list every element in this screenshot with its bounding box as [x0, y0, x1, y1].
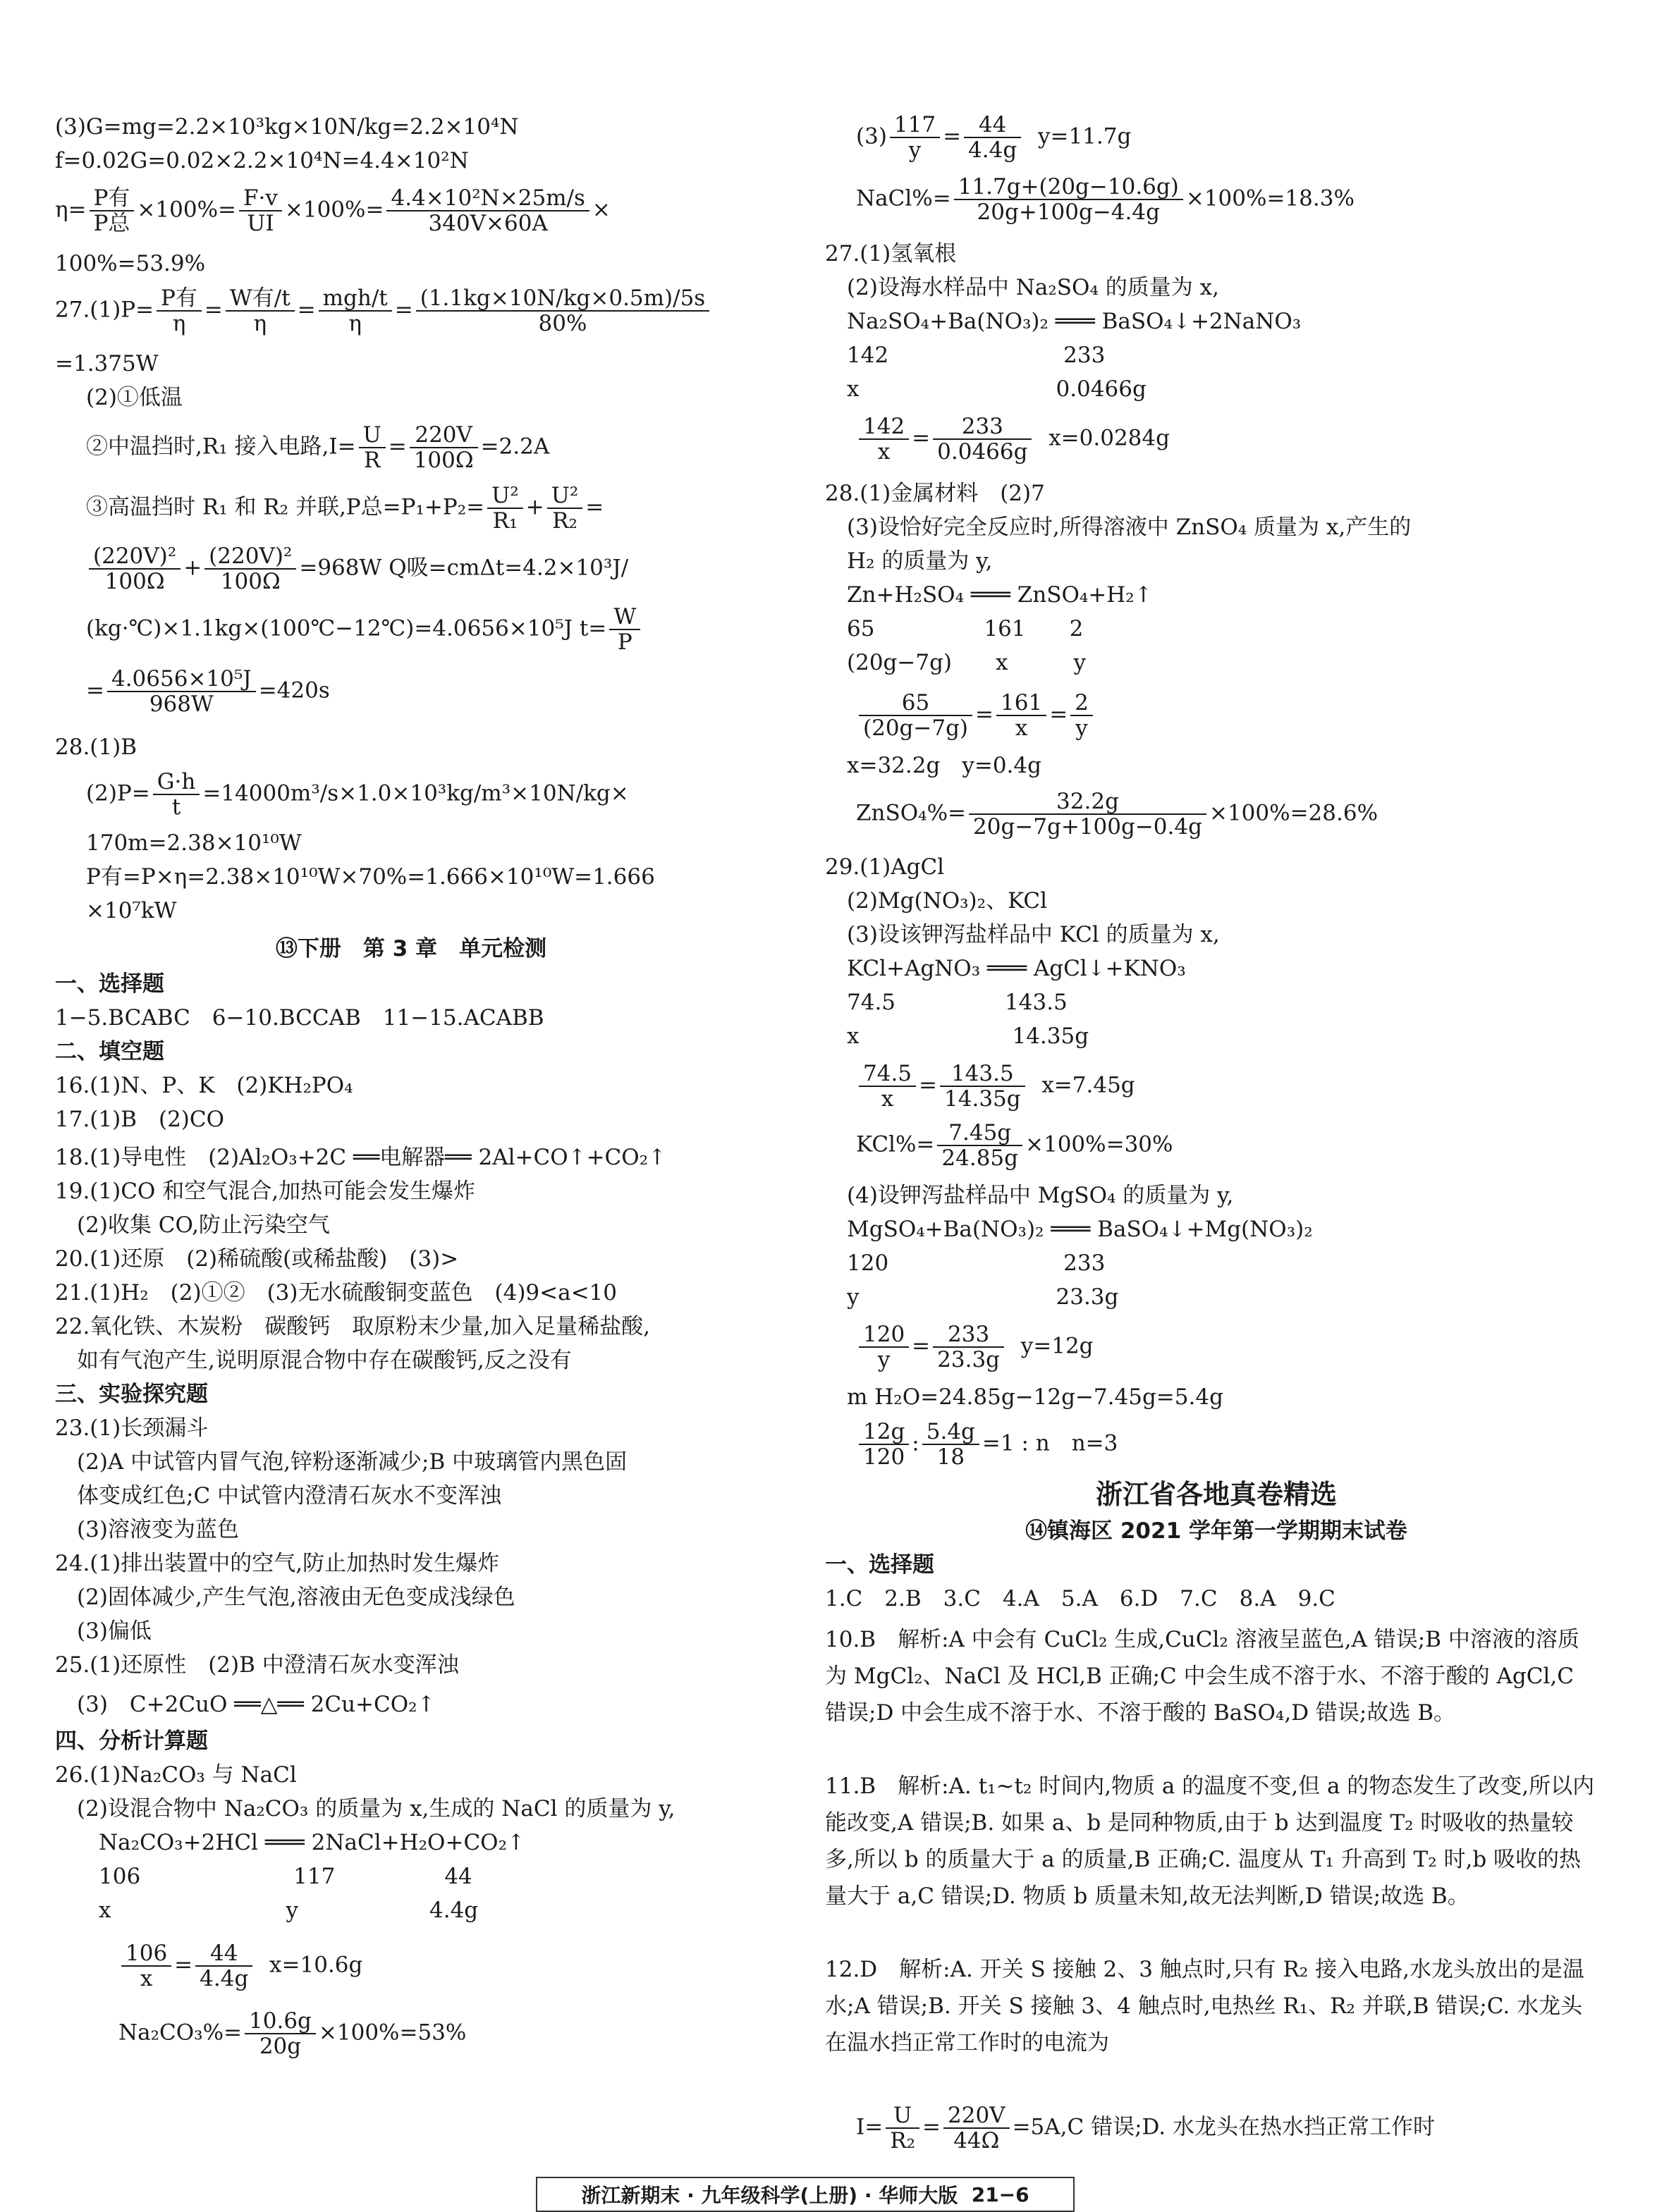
- text: ×: [592, 197, 611, 223]
- formula-line: [856, 113, 1131, 162]
- numerator: 4.4×10²N×25m/s: [386, 186, 589, 211]
- text: =: [297, 297, 316, 323]
- numerator: 65: [859, 691, 972, 716]
- fraction: [940, 1062, 1025, 1111]
- denominator: x: [140, 1966, 153, 1991]
- text: KCl%=: [856, 1131, 935, 1157]
- fraction: [859, 691, 972, 740]
- text: ×100%=28.6%: [1209, 800, 1378, 826]
- text-line: H₂ 的质量为 y,: [825, 548, 993, 574]
- fraction: [226, 286, 295, 336]
- text: (kg·℃)×1.1kg×(100℃−12℃)=4.0656×10⁵J t=: [86, 615, 607, 641]
- numerator: 220V: [410, 423, 478, 448]
- text-line: 21.(1)H₂ (2)①② (3)无水硫酸铜变蓝色 (4)9<a<10: [55, 1280, 618, 1305]
- text: ③高温挡时 R₁ 和 R₂ 并联,P总=P₁+P₂=: [86, 494, 485, 520]
- text-line: (2)设混合物中 Na₂CO₃ 的质量为 x,生成的 NaCl 的质量为 y,: [55, 1796, 675, 1821]
- numerator: P有: [90, 186, 135, 211]
- text: =: [1049, 701, 1068, 727]
- denominator: P: [617, 629, 632, 655]
- denominator: 100Ω: [104, 569, 165, 594]
- text: =5A,C 错误;D. 水龙头在热水挡正常工作时: [1012, 2114, 1435, 2140]
- denominator: R₁: [492, 508, 518, 534]
- text-line: 106 117 44: [55, 1864, 472, 1889]
- page-number: 21−6: [971, 2182, 1029, 2206]
- fraction: [90, 186, 135, 235]
- text: =: [174, 1952, 193, 1978]
- fraction: [121, 1941, 171, 1991]
- fraction: [319, 286, 392, 336]
- numerator: U²: [547, 484, 583, 509]
- numerator: 44: [195, 1941, 252, 1967]
- text-line: 18.(1)导电性 (2)Al₂O₃+2C ══电解器══ 2Al+CO↑+CO₂↑: [55, 1145, 667, 1170]
- text-line: 27.(1)氢氧根: [825, 241, 957, 266]
- text-line: 142 233: [825, 343, 1106, 368]
- numerator: 11.7g+(20g−10.6g): [954, 175, 1183, 200]
- text-line: x 14.35g: [825, 1024, 1089, 1049]
- denominator: x: [881, 1086, 894, 1112]
- denominator: x: [877, 439, 891, 465]
- fraction: [89, 544, 181, 594]
- section-heading: 三、实验探究题: [55, 1382, 208, 1407]
- denominator: 4.4g: [968, 137, 1017, 163]
- denominator: R₂: [890, 2128, 916, 2153]
- numerator: U: [886, 2103, 919, 2129]
- text-line: x=32.2g y=0.4g: [825, 753, 1041, 778]
- fraction: [996, 691, 1046, 740]
- denominator: P总: [93, 211, 130, 236]
- text: =: [912, 425, 931, 451]
- numerator: 5.4g: [922, 1420, 979, 1445]
- text: y=11.7g: [1037, 123, 1132, 149]
- text-line: (20g−7g) x y: [825, 650, 1087, 675]
- text: ②中温挡时,R₁ 接入电路,I=: [86, 434, 356, 460]
- formula-line: [856, 414, 1170, 464]
- text-line: 如有气泡产生,说明原混合物中存在碳酸钙,反之没有: [55, 1348, 572, 1373]
- denominator: x: [1015, 715, 1028, 741]
- denominator: η: [253, 311, 267, 336]
- formula-line: [86, 484, 604, 533]
- text-line: (3) C+2CuO ══△══ 2Cu+CO₂↑: [55, 1692, 436, 1717]
- text: =968W Q吸=cmΔt=4.2×10³J/: [299, 555, 629, 581]
- numerator: W: [609, 605, 640, 630]
- text-line: 28.(1)金属材料 (2)7: [825, 481, 1045, 506]
- denominator: R₂: [552, 508, 577, 534]
- text-line: MgSO₄+Ba(NO₃)₂ ═══ BaSO₄↓+Mg(NO₃)₂: [825, 1217, 1313, 1242]
- fraction: [954, 175, 1183, 224]
- fraction: [157, 286, 202, 336]
- text: 27.(1)P=: [55, 297, 154, 323]
- numerator: 4.0656×10⁵J: [107, 667, 256, 692]
- fraction: [933, 1322, 1004, 1372]
- numerator: 32.2g: [969, 789, 1206, 815]
- text: =: [394, 297, 413, 323]
- numerator: 10.6g: [245, 2009, 316, 2034]
- numerator: 7.45g: [937, 1121, 1022, 1146]
- numerator: F·v: [239, 186, 282, 211]
- text: =: [975, 701, 994, 727]
- text: =: [919, 1072, 938, 1098]
- text: x=10.6g: [269, 1952, 363, 1978]
- text: =: [943, 123, 962, 149]
- fraction: [609, 605, 640, 654]
- text-line: P有=P×η=2.38×10¹⁰W×70%=1.666×10¹⁰W=1.666: [86, 864, 655, 890]
- text-line: 16.(1)N、P、K (2)KH₂PO₄: [55, 1073, 353, 1098]
- numerator: 143.5: [940, 1062, 1025, 1087]
- denominator: 20g−7g+100g−0.4g: [973, 814, 1202, 840]
- text-line: 100%=53.9%: [55, 251, 206, 276]
- text-line: (4)设钾泻盐样品中 MgSO₄ 的质量为 y,: [825, 1183, 1234, 1208]
- text-line: 19.(1)CO 和空气混合,加热可能会发生爆炸: [55, 1179, 476, 1204]
- fraction: [922, 1420, 979, 1469]
- formula-line: [856, 1322, 1094, 1372]
- text-line: 体变成红色;C 中试管内澄清石灰水不变浑浊: [55, 1483, 502, 1509]
- denominator: y: [877, 1347, 891, 1372]
- fraction: [886, 2103, 919, 2153]
- fraction: [547, 484, 583, 533]
- text: =: [912, 1333, 931, 1359]
- fraction: [239, 186, 282, 235]
- text: ×100%=: [284, 197, 384, 223]
- text: I=: [856, 2114, 884, 2140]
- formula-line: [86, 667, 330, 716]
- text-line: 28.(1)B: [55, 735, 137, 760]
- fraction: [153, 770, 200, 819]
- numerator: (220V)²: [89, 544, 181, 570]
- fraction: [1070, 691, 1093, 740]
- numerator: P有: [157, 286, 202, 312]
- text: η=: [55, 197, 87, 223]
- text-line: (2)固体减少,产生气泡,溶液由无色变成浅绿色: [55, 1585, 515, 1610]
- text-line: KCl+AgNO₃ ═══ AgCl↓+KNO₃: [825, 956, 1186, 981]
- section-heading: 四、分析计算题: [55, 1728, 208, 1754]
- text: Na₂CO₃%=: [118, 2020, 243, 2046]
- denominator: 340V×60A: [428, 211, 548, 236]
- fraction: [937, 1121, 1022, 1170]
- denominator: R: [363, 448, 381, 473]
- formula-line: [86, 605, 643, 654]
- denominator: 4.4g: [200, 1966, 249, 1991]
- text: x=7.45g: [1041, 1072, 1135, 1098]
- fraction: [859, 1322, 909, 1372]
- text: =2.2A: [480, 434, 550, 460]
- text-line: 65 161 2: [825, 616, 1084, 641]
- denominator: 968W: [149, 692, 214, 717]
- footer-title: 浙江新期末 · 九年级科学(上册) · 华师大版: [581, 2184, 958, 2207]
- text-line: 17.(1)B (2)CO: [55, 1107, 225, 1132]
- paragraph: 12.D 解析:A. 开关 S 接触 2、3 触点时,只有 R₂ 接入电路,水龙头放出的是温水;A 错误;B. 开关 S 接触 3、4 触点时,电热丝 R₁、R₂ 并联,B 错误;C. 水龙头在温水挡正常工作时的电流为: [825, 1957, 1584, 2056]
- fraction: [943, 2103, 1010, 2153]
- fraction: [859, 414, 909, 464]
- section-title: 浙江省各地真卷精选: [1095, 1479, 1337, 1510]
- fraction: [859, 1062, 916, 1111]
- text-line: 23.(1)长颈漏斗: [55, 1415, 209, 1441]
- fraction: [964, 113, 1021, 162]
- text-line: (3)溶液变为蓝色: [55, 1517, 239, 1542]
- formula-line: [55, 186, 611, 235]
- numerator: 106: [121, 1941, 171, 1967]
- text-line: 26.(1)Na₂CO₃ 与 NaCl: [55, 1762, 297, 1788]
- denominator: 120: [863, 1444, 905, 1470]
- numerator: (220V)²: [204, 544, 296, 570]
- text: =14000m³/s×1.0×10³kg/m³×10N/kg×: [202, 780, 629, 806]
- text-line: 29.(1)AgCl: [825, 854, 945, 880]
- formula-line: [856, 1121, 1173, 1170]
- fraction: [107, 667, 256, 716]
- text: =: [204, 297, 223, 323]
- text-line: y 23.3g: [825, 1284, 1119, 1310]
- denominator: η: [172, 311, 186, 336]
- paragraph: 11.B 解析:A. t₁~t₂ 时间内,物质 a 的温度不变,但 a 的物态发生了改变,所以内能改变,A 错误;B. 如果 a、b 是同种物质,由于 b 达到温度 T₂ 时吸收的热量较多,所以 b 的质量大于 a 的质量,B 正确;C. 温度从 T₁ 升高到 T₂ 时,b 吸收的热量大于 a,C 错误;D. 物质 b 质量未知,故无法判断,D 错误;故选 B。: [825, 1774, 1595, 1909]
- text: =: [388, 434, 407, 460]
- formula-line: [856, 1420, 1118, 1469]
- section-title: ⑬下册 第 3 章 单元检测: [275, 936, 547, 961]
- fraction: [359, 423, 386, 472]
- numerator: 120: [859, 1322, 909, 1348]
- text-line: m H₂O=24.85g−12g−7.45g=5.4g: [825, 1384, 1223, 1410]
- section-heading: 二、填空题: [55, 1039, 164, 1064]
- text-line: (2)①低温: [86, 385, 183, 410]
- text: =: [585, 494, 604, 520]
- formula-line: [856, 1062, 1135, 1111]
- formula-line: [86, 544, 628, 594]
- fraction: [416, 286, 709, 336]
- denominator: 20g+100g−4.4g: [977, 199, 1160, 225]
- numerator: 161: [996, 691, 1046, 716]
- formula-line: [55, 286, 712, 336]
- text-line: 170m=2.38×10¹⁰W: [86, 830, 302, 856]
- text: ×100%=30%: [1025, 1131, 1173, 1157]
- denominator: (20g−7g): [863, 715, 969, 741]
- denominator: 80%: [538, 311, 587, 336]
- text-line: 25.(1)还原性 (2)B 中澄清石灰水变浑浊: [55, 1652, 459, 1678]
- text-line: 22.氧化铁、木炭粉 碳酸钙 取原粉末少量,加入足量稀盐酸,: [55, 1314, 651, 1339]
- text: y=12g: [1020, 1333, 1094, 1359]
- denominator: 100Ω: [220, 569, 281, 594]
- text-line: x 0.0466g: [825, 376, 1147, 402]
- fraction: [933, 414, 1032, 464]
- fraction: [969, 789, 1206, 839]
- text: =: [86, 677, 104, 703]
- denominator: η: [348, 311, 362, 336]
- formula-line: [118, 2009, 466, 2058]
- numerator: 74.5: [859, 1062, 916, 1087]
- section-heading: 一、选择题: [55, 971, 164, 997]
- paragraph: 10.B 解析:A 中会有 CuCl₂ 生成,CuCl₂ 溶液呈蓝色,A 错误;B 中溶液的溶质为 MgCl₂、NaCl 及 HCl,B 正确;C 中会生成不溶于水、不溶于酸的 AgCl,C 错误;D 中会生成不溶于水、不溶于酸的 BaSO₄,D 错误;故选 B。: [825, 1627, 1579, 1726]
- text: =: [922, 2114, 941, 2140]
- text-line: (3)设恰好完全反应时,所得溶液中 ZnSO₄ 质量为 x,产生的: [825, 515, 1412, 540]
- denominator: 20g: [259, 2034, 302, 2059]
- section-subtitle: ⑭镇海区 2021 学年第一学期期末试卷: [1025, 1518, 1407, 1544]
- formula-line: [856, 789, 1378, 839]
- formula-line: [86, 770, 629, 819]
- text-line: (3)设该钾泻盐样品中 KCl 的质量为 x,: [825, 922, 1220, 947]
- text-line: 74.5 143.5: [825, 990, 1068, 1015]
- numerator: G·h: [153, 770, 200, 795]
- text-line: Na₂CO₃+2HCl ═══ 2NaCl+H₂O+CO₂↑: [55, 1830, 525, 1855]
- formula-line: [118, 1941, 362, 1991]
- text-line: ×10⁷kW: [86, 898, 177, 923]
- text: ×100%=53%: [318, 2020, 467, 2046]
- numerator: 233: [933, 414, 1032, 440]
- text: ZnSO₄%=: [856, 800, 967, 826]
- numerator: 12g: [859, 1420, 909, 1445]
- text: ×100%=18.3%: [1185, 185, 1355, 211]
- fraction: [890, 113, 940, 162]
- text-line: =1.375W: [55, 351, 159, 376]
- fraction: [859, 1420, 909, 1469]
- text-line: Na₂SO₄+Ba(NO₃)₂ ═══ BaSO₄↓+2NaNO₃: [825, 309, 1302, 334]
- fraction: [245, 2009, 316, 2058]
- text-line: 24.(1)排出装置中的空气,防止加热时发生爆炸: [55, 1551, 500, 1576]
- text: x=0.0284g: [1049, 425, 1170, 451]
- denominator: 0.0466g: [937, 439, 1028, 465]
- numerator: 142: [859, 414, 909, 440]
- text-line: (2)设海水样品中 Na₂SO₄ 的质量为 x,: [825, 275, 1219, 300]
- denominator: y: [1075, 715, 1088, 741]
- formula-line: [856, 175, 1355, 224]
- numerator: 2: [1070, 691, 1093, 716]
- text: NaCl%=: [856, 185, 951, 211]
- numerator: mgh/t: [319, 286, 392, 312]
- text-line: 20.(1)还原 (2)稀硫酸(或稀盐酸) (3)>: [55, 1246, 459, 1272]
- formula-line: [856, 2103, 1435, 2153]
- text: ×100%=: [137, 197, 236, 223]
- text-line: f=0.02G=0.02×2.2×10⁴N=4.4×10²N: [55, 148, 469, 173]
- numerator: 233: [933, 1322, 1004, 1348]
- text-line: 1−5.BCABC 6−10.BCCAB 11−15.ACABB: [55, 1005, 544, 1031]
- text-line: (3)偏低: [55, 1618, 152, 1644]
- denominator: 100Ω: [413, 448, 474, 473]
- denominator: 18: [936, 1444, 965, 1470]
- numerator: 117: [890, 113, 940, 138]
- fraction: [195, 1941, 252, 1991]
- text: +: [525, 494, 544, 520]
- denominator: 24.85g: [941, 1145, 1018, 1171]
- formula-line: [856, 691, 1096, 740]
- page-footer: [536, 2177, 1075, 2212]
- text: =1 : n n=3: [982, 1430, 1118, 1456]
- denominator: 44Ω: [953, 2128, 1000, 2153]
- text-line: (2)A 中试管内冒气泡,锌粉逐渐减少;B 中玻璃管内黑色固: [55, 1449, 628, 1475]
- text: +: [183, 555, 202, 581]
- fraction: [487, 484, 523, 533]
- numerator: U: [359, 423, 386, 448]
- text: (3): [856, 123, 887, 149]
- text-line: x y 4.4g: [55, 1898, 479, 1923]
- text: :: [912, 1430, 919, 1456]
- numerator: W有/t: [226, 286, 295, 312]
- text-line: (2)Mg(NO₃)₂、KCl: [825, 888, 1048, 914]
- text: (2)P=: [86, 780, 150, 806]
- denominator: 14.35g: [944, 1086, 1021, 1112]
- numerator: (1.1kg×10N/kg×0.5m)/5s: [416, 286, 709, 312]
- section-heading: 一、选择题: [825, 1552, 934, 1578]
- denominator: 23.3g: [937, 1347, 1001, 1372]
- formula-line: [86, 423, 549, 472]
- fraction: [204, 544, 296, 594]
- text-line: (3)G=mg=2.2×10³kg×10N/kg=2.2×10⁴N: [55, 114, 519, 140]
- fraction: [386, 186, 589, 235]
- text-line: Zn+H₂SO₄ ═══ ZnSO₄+H₂↑: [825, 582, 1153, 608]
- numerator: 44: [964, 113, 1021, 138]
- numerator: U²: [487, 484, 523, 509]
- fraction: [410, 423, 478, 472]
- denominator: y: [908, 137, 922, 163]
- text-line: 1.C 2.B 3.C 4.A 5.A 6.D 7.C 8.A 9.C: [825, 1586, 1335, 1611]
- text-line: (2)收集 CO,防止污染空气: [55, 1212, 330, 1238]
- text: =420s: [258, 677, 330, 703]
- denominator: UI: [247, 211, 274, 236]
- text-line: 120 233: [825, 1251, 1106, 1276]
- numerator: 220V: [943, 2103, 1010, 2129]
- denominator: t: [171, 794, 181, 820]
